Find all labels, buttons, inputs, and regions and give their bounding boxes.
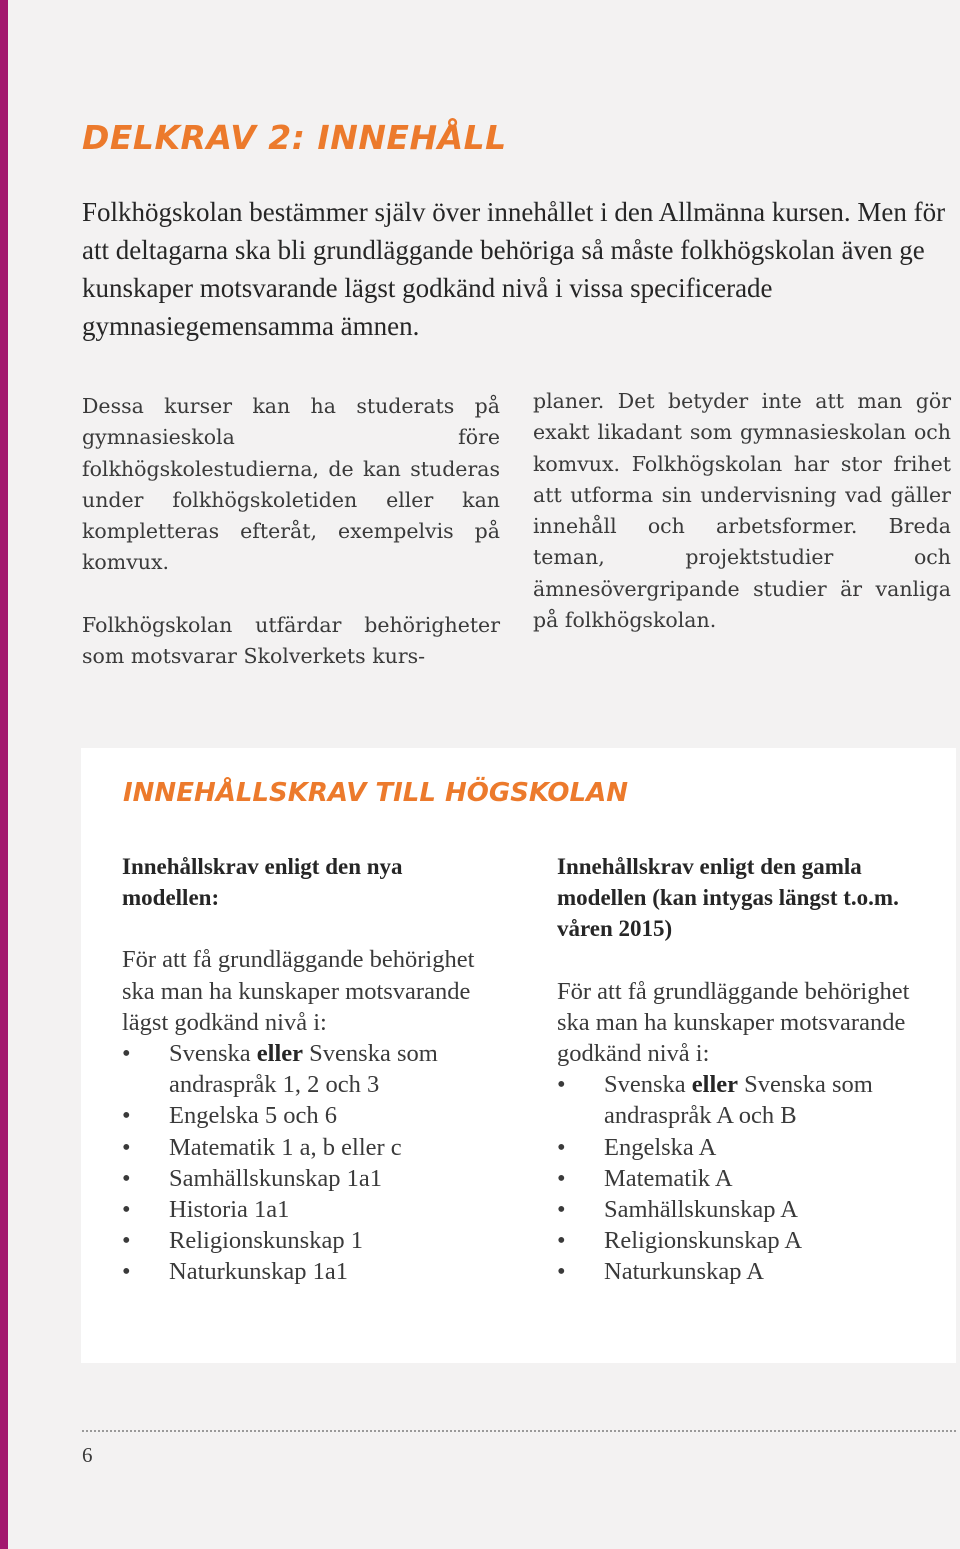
list-item: • Engelska 5 och 6	[122, 1100, 497, 1131]
new-model-column	[122, 851, 497, 1288]
list-item: • Naturkunskap 1a1	[122, 1256, 497, 1287]
body-paragraph-3: planer. Det betyder inte att man gör exakt likadant som gymnasieskolan och komvux. Folkhögskolan har stor frihet att utforma sin undervisning vad gäller innehåll och arbetsformer. Breda teman, projektstudier och ämnesövergripande studier är vanliga på folkhögskolan.	[533, 389, 951, 633]
list-item: • Religionskunskap 1	[122, 1225, 497, 1256]
page-number: 6	[82, 1443, 93, 1467]
list-item: • Svenska eller Svenska som andraspråk A och B	[557, 1071, 873, 1130]
requirements-box	[81, 748, 956, 1363]
intro-paragraph: Folkhögskolan bestämmer själv över innehållet i den Allmänna kursen. Men för att deltagarna ska bli grundläggande behöriga så måste folkhögskolan även ge kunskaper motsvarande lägst godkänd nivå i vissa specificerade gymnasiegemensamma ämnen.	[82, 197, 946, 341]
bullet-icon: •	[122, 1102, 131, 1130]
bullet-icon: •	[557, 1227, 566, 1255]
list-item: • Samhällskunskap A	[557, 1194, 937, 1225]
old-model-column	[557, 851, 937, 1288]
list-item: • Matematik A	[557, 1163, 937, 1194]
requirements-box-title: INNEHÅLLSKRAV TILL HÖGSKOLAN	[123, 778, 628, 808]
bullet-icon: •	[557, 1071, 566, 1099]
side-accent-bar	[0, 0, 8, 1549]
list-item: • Samhällskunskap 1a1	[122, 1163, 497, 1194]
bullet-icon: •	[557, 1164, 566, 1192]
body-paragraph-1: Dessa kurser kan ha studerats på gymnasieskola före folkhögskolestudierna, de kan studeras under folkhögskoletiden eller kan kompletteras efteråt, exempelvis på komvux.	[82, 394, 500, 575]
bullet-icon: •	[122, 1133, 131, 1161]
list-item: • Naturkunskap A	[557, 1256, 937, 1287]
body-paragraph-2: Folkhögskolan utfärdar behörigheter som motsvarar Skolverkets kurs-	[82, 612, 500, 669]
bullet-icon: •	[557, 1196, 566, 1224]
bullet-icon: •	[122, 1164, 131, 1192]
body-column-right	[533, 386, 951, 636]
list-item: • Svenska eller Svenska som andraspråk 1, 2 och 3	[122, 1040, 438, 1099]
list-item: • Matematik 1 a, b eller c	[122, 1132, 497, 1163]
bullet-icon: •	[122, 1196, 131, 1224]
bullet-icon: •	[122, 1258, 131, 1286]
list-item: • Engelska A	[557, 1132, 937, 1163]
bullet-icon: •	[557, 1133, 566, 1161]
section-heading: DELKRAV 2: INNEHÅLL	[82, 118, 507, 157]
list-item: • Religionskunskap A	[557, 1225, 937, 1256]
new-model-list	[122, 1038, 497, 1288]
bullet-icon: •	[122, 1227, 131, 1255]
old-model-heading: Innehållskrav enligt den gamla modellen (kan intygas längst t.o.m. våren 2015)	[557, 854, 899, 942]
bullet-icon: •	[557, 1258, 566, 1286]
new-model-heading: Innehållskrav enligt den nya modellen:	[122, 854, 403, 911]
bullet-icon: •	[122, 1040, 131, 1068]
footer-divider	[82, 1430, 956, 1432]
new-model-text: För att få grundläggande behörighet ska man ha kunskaper motsvarande lägst godkänd nivå i:	[122, 946, 475, 1036]
old-model-text: För att få grundläggande behörighet ska man ha kunskaper motsvarande godkänd nivå i:	[557, 977, 910, 1068]
body-column-left	[82, 391, 500, 703]
old-model-list	[557, 1069, 937, 1287]
list-item: • Historia 1a1	[122, 1194, 497, 1225]
